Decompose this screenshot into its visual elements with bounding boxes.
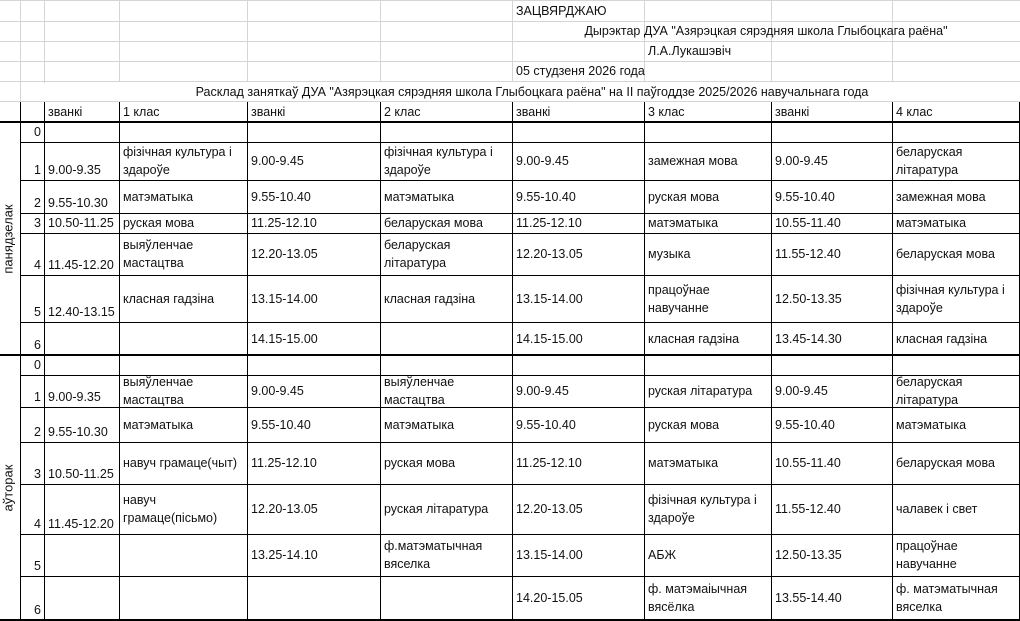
column-header: званкі [48,105,83,119]
subject-cell[interactable]: руская літаратура [648,384,753,398]
subject-cell[interactable]: класная гадзіна [896,331,988,346]
subject-cell[interactable]: матэматыка [648,216,719,230]
subject-cell[interactable]: фізічная культура і здароўе [648,493,757,525]
lesson-number: 6 [34,603,41,617]
subject-cell[interactable]: беларуская літаратура [384,238,451,270]
subject-cell[interactable]: руская мова [648,189,720,204]
lesson-number: 2 [34,425,41,439]
gridline [0,61,1020,62]
subject-cell[interactable]: матэматыка [896,417,967,432]
bell-time-cell[interactable] [247,123,380,141]
gridline [0,81,1020,82]
subject-cell[interactable] [119,577,247,619]
bell-time-cell[interactable] [247,577,380,619]
subject-cell[interactable]: класная гадзіна [384,291,476,306]
bell-time-cell[interactable]: 14.15-15.00 [251,331,318,346]
subject-cell[interactable]: руская мова [123,216,195,230]
bell-time-cell[interactable]: 12.20-13.05 [251,502,318,516]
bell-time-cell[interactable]: 12.50-13.35 [775,291,842,306]
bell-time-cell[interactable]: 10.55-11.40 [775,456,841,470]
subject-cell[interactable]: беларуская мова [384,216,483,230]
bell-time-cell[interactable]: 13.15-14.00 [516,548,583,562]
schedule-title: Расклад заняткаў ДУА "Азярэцкая сярэдняя школа Глыбоцкага раёна" на II паўгоддзе 2025/2026 навучальнага года [44,83,1020,101]
lesson-number: 0 [34,358,41,372]
column-header: 4 клас [896,105,933,119]
lesson-number: 5 [34,305,41,319]
subject-cell[interactable]: фізічная культура і здароўе [896,282,1005,315]
subject-cell[interactable]: беларуская мова [896,247,995,261]
bell-time-cell[interactable]: 9.00-9.45 [251,154,304,168]
subject-cell[interactable]: беларуская літаратура [896,376,963,406]
lesson-number: 3 [34,216,41,230]
bell-time-cell[interactable]: 9.55-10.40 [251,417,311,432]
table-border [20,101,21,122]
bell-time-cell[interactable]: 11.55-12.40 [775,247,841,261]
subject-cell[interactable]: класная гадзіна [648,331,740,346]
column-header: 2 клас [384,105,421,119]
bell-time-cell[interactable]: 9.00-9.45 [775,384,828,398]
bell-time-cell[interactable] [771,356,892,374]
subject-cell[interactable] [380,123,512,141]
bell-time-cell[interactable] [771,123,892,141]
bell-time-cell[interactable]: 9.55-10.40 [775,189,835,204]
bell-time-cell[interactable]: 9.55-10.30 [48,196,108,210]
bell-time-cell[interactable]: 11.25-12.10 [516,216,582,230]
bell-time-cell[interactable]: 10.50-11.25 [48,216,114,230]
subject-cell[interactable]: матэматыка [123,417,194,432]
subject-cell[interactable]: матэматыка [123,189,194,204]
subject-cell[interactable] [380,356,512,374]
bell-time-cell[interactable] [512,356,644,374]
bell-time-cell[interactable]: 11.25-12.10 [251,456,317,470]
subject-cell[interactable]: ф.матэматычная вяселка [384,539,483,571]
bell-time-cell[interactable]: 9.55-10.40 [516,189,576,204]
lesson-number: 4 [34,258,41,272]
bell-time-cell[interactable]: 9.00-9.45 [251,384,304,398]
lesson-number: 2 [34,196,41,210]
subject-cell[interactable]: ф. матэмаіычная вясёлка [648,582,748,614]
bell-time-cell[interactable]: 9.55-10.40 [775,417,835,432]
bell-time-cell[interactable]: 9.55-10.40 [251,189,311,204]
subject-cell[interactable]: класная гадзіна [123,291,215,306]
subject-cell[interactable]: руская мова [648,417,720,432]
subject-cell[interactable]: беларуская літаратура [896,145,963,177]
subject-cell[interactable] [119,356,247,374]
subject-cell[interactable] [380,577,512,619]
column-header: званкі [251,105,286,119]
subject-cell[interactable]: навуч грамаце(чыт) [123,456,237,470]
subject-cell[interactable] [119,123,247,141]
bell-time-cell[interactable]: 9.00-9.45 [516,154,569,168]
bell-time-cell[interactable]: 13.25-14.10 [251,548,318,562]
subject-cell[interactable] [119,323,247,354]
bell-time-cell[interactable]: 11.55-12.40 [775,502,841,516]
bell-time-cell[interactable]: 13.15-14.00 [516,291,583,306]
director-line: Дырэктар ДУА "Азярэцкая сярэдняя школа Глыбоцкага раёна" [584,24,948,38]
bell-time-cell[interactable]: 12.40-13.15 [48,305,115,319]
subject-cell[interactable]: замежная мова [896,189,986,204]
bell-time-cell[interactable]: 11.45-12.20 [48,258,114,272]
subject-cell[interactable]: працоўнае навучанне [896,539,958,571]
subject-cell[interactable] [644,356,771,374]
lesson-number: 3 [34,467,41,481]
subject-cell[interactable] [380,323,512,354]
subject-cell[interactable] [892,356,1020,374]
bell-time-cell[interactable] [512,123,644,141]
bell-time-cell[interactable]: 13.55-14.40 [775,591,842,605]
gridline [0,101,1020,102]
subject-cell[interactable] [119,535,247,575]
bell-time-cell[interactable]: 12.20-13.05 [516,502,583,516]
subject-cell[interactable]: руская мова [384,456,456,470]
subject-cell[interactable]: ф. матэматычная вяселка [896,582,998,614]
column-header: званкі [775,105,810,119]
bell-time-cell[interactable]: 12.20-13.05 [251,247,318,261]
lesson-number: 5 [34,559,41,573]
bell-time-cell[interactable]: 12.50-13.35 [775,548,842,562]
bell-time-cell[interactable]: 9.00-9.45 [775,154,828,168]
subject-cell[interactable]: матэматыка [384,189,455,204]
bell-time-cell[interactable]: 10.55-11.40 [775,216,841,230]
subject-cell[interactable] [644,123,771,141]
subject-cell[interactable]: АБЖ [648,548,677,562]
subject-cell[interactable]: выяўленчае мастацтва [123,376,194,406]
subject-cell[interactable]: матэматыка [648,456,719,470]
gridline [20,81,21,101]
bell-time-cell[interactable]: 9.55-10.30 [48,425,108,439]
bell-time-cell[interactable]: 10.50-11.25 [48,467,114,481]
column-header: 3 клас [648,105,685,119]
approval-date: 05 студзеня 2026 года [516,64,645,78]
lesson-number: 1 [34,390,41,404]
bell-time-cell[interactable]: 11.25-12.10 [251,216,317,230]
subject-cell[interactable]: музыка [648,247,691,261]
bell-time-cell[interactable]: 12.20-13.05 [516,247,583,261]
subject-cell[interactable]: беларуская мова [896,456,995,470]
lesson-number: 4 [34,517,41,531]
subject-cell[interactable]: навуч грамаце(пісьмо) [123,493,218,525]
bell-time-cell[interactable]: 9.00-9.45 [516,384,569,398]
subject-cell[interactable]: фізічная культура і здароўе [123,145,232,177]
subject-cell[interactable]: руская літаратура [384,502,489,516]
approve-label: ЗАЦВЯРДЖАЮ [516,4,607,18]
lesson-number: 6 [34,338,41,352]
bell-time-cell[interactable]: 9.00-9.35 [48,390,101,404]
subject-cell[interactable]: выяўленчае мастацтва [123,238,194,270]
lesson-number: 1 [34,163,41,177]
bell-time-cell[interactable]: 13.45-14.30 [775,331,842,346]
column-header: 1 клас [123,105,160,119]
subject-cell[interactable]: матэматыка [384,417,455,432]
subject-cell[interactable]: фізічная культура і здароўе [384,145,493,177]
subject-cell[interactable] [892,123,1020,141]
subject-cell[interactable]: замежная мова [648,154,738,168]
column-header: званкі [516,105,551,119]
day-label: аўторак [0,464,15,511]
subject-cell[interactable]: выяўленчае мастацтва [384,376,455,406]
bell-time-cell[interactable]: 9.00-9.35 [48,163,101,177]
subject-cell[interactable]: матэматыка [896,216,967,230]
bell-time-cell[interactable]: 14.15-15.00 [516,331,583,346]
subject-cell[interactable]: працоўнае навучанне [648,282,710,315]
director-name: Л.А.Лукашэвіч [648,44,732,58]
bell-time-cell[interactable]: 13.15-14.00 [251,291,318,306]
bell-time-cell[interactable]: 11.45-12.20 [48,517,114,531]
gridline [0,0,1020,1]
bell-time-cell[interactable]: 14.20-15.05 [516,591,583,605]
bell-time-cell[interactable]: 9.55-10.40 [516,417,576,432]
lesson-number: 0 [34,125,41,139]
subject-cell[interactable]: чалавек і свет [896,502,978,516]
bell-time-cell[interactable] [247,356,380,374]
gridline [0,41,1020,42]
bell-time-cell[interactable]: 11.25-12.10 [516,456,582,470]
day-label: панядзелак [0,203,15,274]
